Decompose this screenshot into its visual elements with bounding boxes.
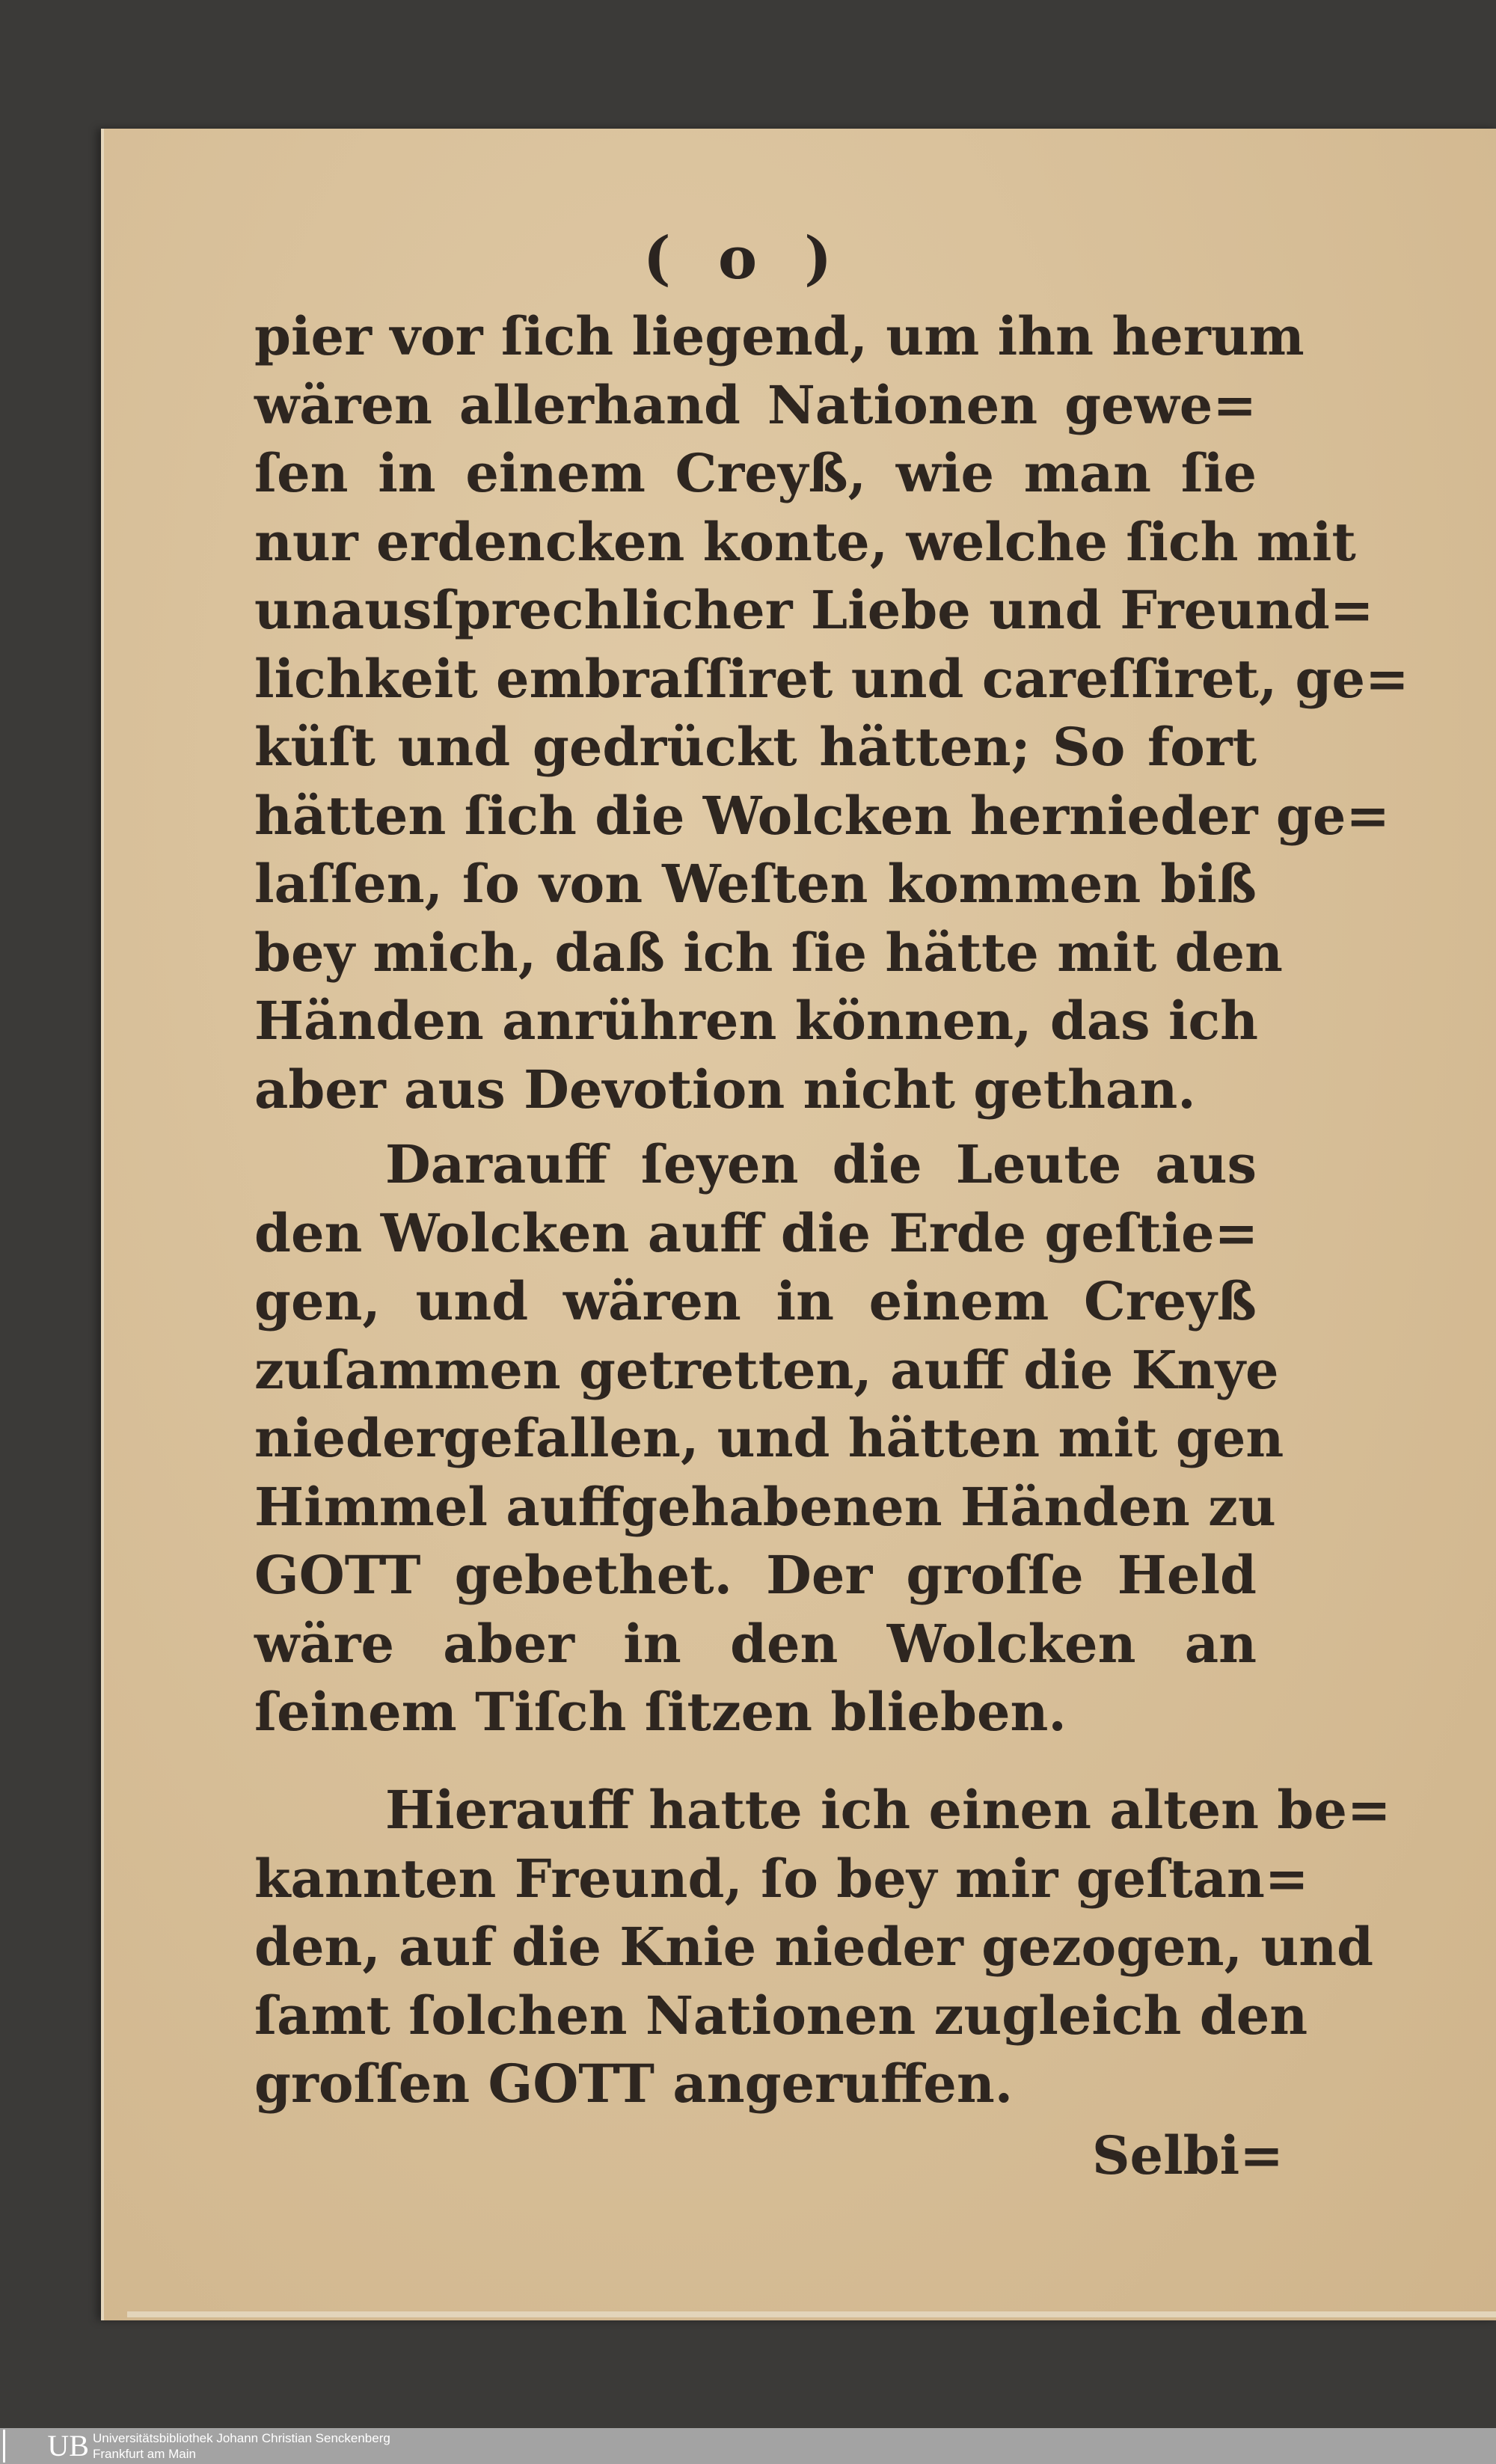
text-line: ſen in einem Creyß, wie man ſie <box>254 442 1257 504</box>
text-line: ſeinem Tiſch ſitzen blieben. <box>254 1681 1067 1743</box>
text-line: nur erdencken konte, welche ſich mit <box>254 510 1356 573</box>
text-line: Himmel auffgehabenen Händen zu <box>254 1475 1276 1538</box>
ub-logo: UB <box>3 2430 89 2463</box>
text-line: bey mich, daß ich ſie hätte mit den <box>254 921 1283 984</box>
footer-text <box>93 2430 390 2462</box>
text-line: unausſprechlicher Liebe und Freund= <box>254 579 1374 641</box>
library-city: Frankfurt am Main <box>93 2447 196 2461</box>
library-name: Universitätsbibliothek Johann Christian Senckenberg <box>93 2431 390 2445</box>
text-line: hätten ſich die Wolcken hernieder ge= <box>254 784 1391 847</box>
text-line: lichkeit embraſſiret und careſſiret, ge= <box>254 647 1409 710</box>
text-line: kannten Freund, ſo bey mir geſtan= <box>254 1847 1309 1910</box>
text-line: den, auf die Knie nieder gezogen, und <box>254 1916 1374 1978</box>
text-line: aber aus Devotion nicht gethan. <box>254 1058 1196 1121</box>
page-edge <box>127 2311 1496 2317</box>
text-line: wären allerhand Nationen gewe= <box>254 373 1257 436</box>
text-line: ſamt ſolchen Nationen zugleich den <box>254 1984 1308 2047</box>
text-line: laſſen, ſo von Weſten kommen biß <box>254 853 1257 915</box>
text-line: Hierauff hatte ich einen alten be= <box>385 1779 1391 1841</box>
text-line: Händen anrühren können, das ich <box>254 990 1259 1052</box>
text-line: wäre aber in den Wolcken an <box>254 1612 1257 1675</box>
text-line: GOTT gebethet. Der groſſe Held <box>254 1544 1257 1606</box>
text-line: küſt und gedrückt hätten; So fort <box>254 716 1257 778</box>
text-line: zuſammen getretten, auff die Knye <box>254 1338 1279 1401</box>
text-line: groſſen GOTT angeruffen. <box>254 2053 1014 2115</box>
text-line: niedergefallen, und hätten mit gen <box>254 1407 1284 1469</box>
page-number-header: ( o ) <box>643 224 846 292</box>
text-line: Darauff ſeyen die Leute aus <box>385 1133 1257 1195</box>
library-footer <box>0 2428 1496 2464</box>
catchword: Selbi= <box>1092 2124 1284 2186</box>
text-line: pier vor ſich liegend, um ihn herum <box>254 305 1305 367</box>
text-line: den Wolcken auff die Erde geſtie= <box>254 1201 1259 1264</box>
text-line: gen, und wären in einem Creyß <box>254 1270 1257 1332</box>
